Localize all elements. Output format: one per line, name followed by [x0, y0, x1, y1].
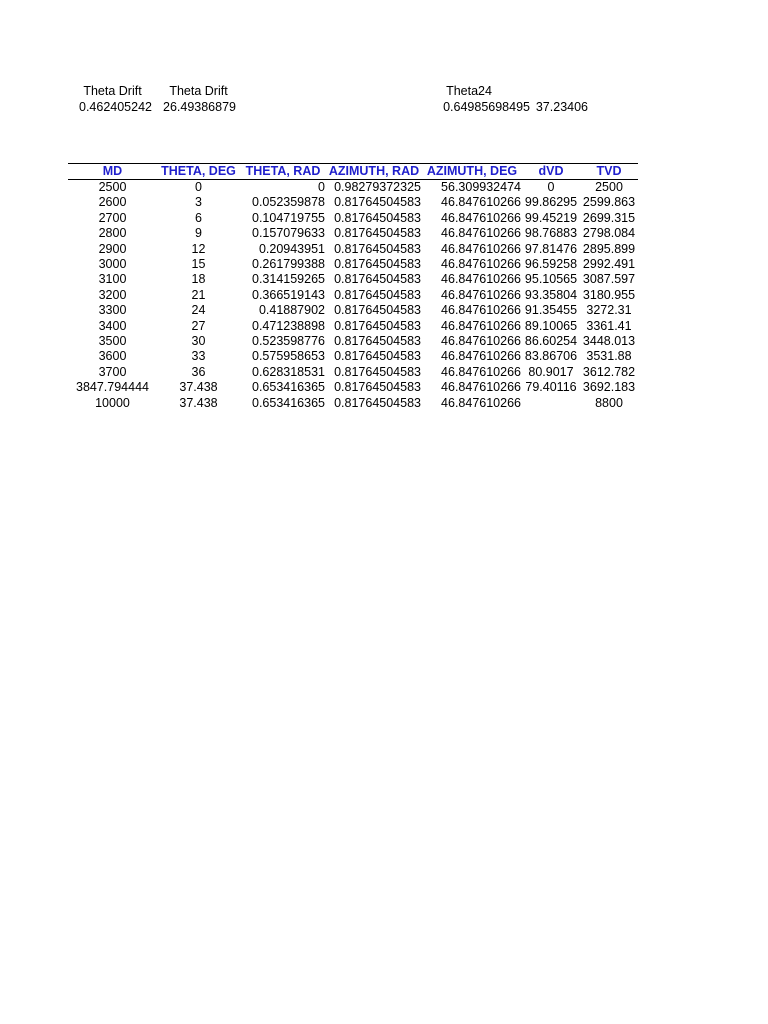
- theta-rad-cell: 0.575958653: [252, 349, 325, 364]
- md-cell: 3847.794444: [76, 380, 149, 395]
- azimuth-deg-cell: 46.847610266: [441, 226, 521, 241]
- table-row: [68, 242, 638, 257]
- theta-deg-cell: 9: [195, 226, 202, 241]
- md-cell: 3000: [98, 257, 127, 272]
- azimuth-rad-cell: 0.81764504583: [334, 210, 421, 225]
- table-row: [68, 195, 638, 210]
- azimuth-deg-cell: 46.847610266: [441, 210, 521, 225]
- md-cell: 2500: [98, 180, 127, 194]
- tvd-cell: 3272.31: [586, 303, 632, 318]
- theta-drift-label-2: Theta Drift: [169, 84, 228, 98]
- tvd-cell: 2500: [595, 180, 623, 194]
- tvd-cell: 3180.955: [582, 287, 636, 302]
- md-cell: 3300: [98, 303, 127, 318]
- azimuth-rad-cell: 0.81764504583: [334, 241, 421, 256]
- azimuth-deg-cell: 46.847610266: [441, 241, 521, 256]
- survey-table-body: [68, 180, 638, 412]
- table-row: [68, 396, 638, 411]
- azimuth-deg-cell: 46.847610266: [441, 287, 521, 302]
- column-header-md: MD: [68, 164, 157, 180]
- column-header-dvd: dVD: [522, 164, 580, 180]
- md-cell: 2800: [98, 226, 127, 241]
- md-cell: 2700: [98, 210, 127, 225]
- dvd-cell: 83.86706: [524, 349, 578, 364]
- theta-drift-value-deg: 26.49386879: [163, 100, 236, 114]
- azimuth-rad-cell: 0.81764504583: [334, 303, 421, 318]
- theta-rad-cell: 0.157079633: [252, 226, 325, 241]
- azimuth-deg-cell: 46.847610266: [441, 364, 521, 379]
- theta-deg-cell: 21: [191, 287, 206, 302]
- theta24-label: Theta24: [446, 84, 492, 98]
- azimuth-deg-cell: 46.847610266: [441, 257, 521, 272]
- tvd-cell: 3448.013: [582, 334, 636, 349]
- theta-rad-cell: 0.366519143: [252, 287, 325, 302]
- azimuth-rad-cell: 0.81764504583: [334, 257, 421, 272]
- azimuth-deg-cell: 46.847610266: [441, 349, 521, 364]
- tvd-cell: 3612.782: [582, 364, 636, 379]
- md-cell: 3700: [98, 364, 127, 379]
- md-cell: 3100: [98, 272, 127, 287]
- table-row: [68, 365, 638, 380]
- theta-drift-value-rad: 0.462405242: [79, 100, 152, 114]
- theta-deg-cell: 15: [191, 257, 206, 272]
- azimuth-deg-cell: 46.847610266: [441, 380, 521, 395]
- theta-deg-cell: 36: [191, 364, 206, 379]
- theta24-value-deg: 37.23406: [535, 100, 588, 114]
- azimuth-rad-cell: 0.81764504583: [334, 272, 421, 287]
- theta-deg-cell: 37.438: [179, 395, 218, 410]
- azimuth-rad-cell: 0.81764504583: [334, 380, 421, 395]
- column-header-theta-rad: THETA, RAD: [240, 164, 326, 180]
- azimuth-deg-cell: 46.847610266: [441, 318, 521, 333]
- azimuth-deg-cell: 46.847610266: [441, 272, 521, 287]
- theta-deg-cell: 27: [191, 318, 206, 333]
- survey-table: [68, 163, 638, 411]
- tvd-cell: 2992.491: [582, 257, 636, 272]
- table-row: [68, 319, 638, 334]
- theta-rad-cell: 0.653416365: [252, 395, 325, 410]
- azimuth-deg-cell: 46.847610266: [441, 303, 521, 318]
- theta-rad-cell: 0: [318, 180, 325, 194]
- header-row: [68, 164, 638, 180]
- azimuth-rad-cell: 0.81764504583: [334, 395, 421, 410]
- tvd-cell: 2699.315: [582, 210, 636, 225]
- azimuth-rad-cell: 0.81764504583: [334, 287, 421, 302]
- table-row: [68, 211, 638, 226]
- dvd-cell: 0: [547, 180, 555, 194]
- tvd-cell: 2599.863: [582, 195, 636, 210]
- survey-table-header: [68, 164, 638, 180]
- tvd-cell: 2895.899: [582, 241, 636, 256]
- theta-deg-cell: 12: [191, 241, 206, 256]
- table-row: [68, 257, 638, 272]
- theta-deg-cell: 37.438: [179, 380, 218, 395]
- tvd-cell: 8800: [595, 395, 623, 410]
- theta-rad-cell: 0.20943951: [258, 241, 325, 256]
- dvd-cell: 86.60254: [524, 334, 578, 349]
- azimuth-rad-cell: 0.81764504583: [334, 226, 421, 241]
- theta-deg-cell: 30: [191, 334, 206, 349]
- theta-deg-cell: 0: [195, 180, 202, 194]
- md-cell: 3400: [98, 318, 127, 333]
- dvd-cell: 95.10565: [524, 272, 578, 287]
- table-row: [68, 334, 638, 349]
- dvd-cell: 99.86295: [524, 195, 578, 210]
- column-header-azimuth-rad: AZIMUTH, RAD: [326, 164, 422, 180]
- theta-rad-cell: 0.523598776: [252, 334, 325, 349]
- azimuth-deg-cell: 46.847610266: [441, 395, 521, 410]
- theta-deg-cell: 18: [191, 272, 206, 287]
- md-cell: 2900: [98, 241, 127, 256]
- azimuth-deg-cell: 46.847610266: [441, 195, 521, 210]
- dvd-cell: 96.59258: [524, 257, 578, 272]
- theta-rad-cell: 0.41887902: [258, 303, 325, 318]
- tvd-cell: 3692.183: [582, 380, 636, 395]
- column-header-theta-deg: THETA, DEG: [157, 164, 240, 180]
- dvd-cell: 80.9017: [528, 364, 574, 379]
- azimuth-rad-cell: 0.81764504583: [334, 364, 421, 379]
- azimuth-rad-cell: 0.98279372325: [334, 180, 421, 194]
- tvd-cell: 3531.88: [586, 349, 632, 364]
- theta-deg-cell: 24: [191, 303, 206, 318]
- azimuth-rad-cell: 0.81764504583: [334, 318, 421, 333]
- azimuth-deg-cell: 56.309932474: [441, 180, 521, 194]
- dvd-cell: 99.45219: [524, 210, 578, 225]
- table-row: [68, 180, 638, 196]
- dvd-cell: [522, 396, 580, 411]
- dvd-cell: 89.10065: [524, 318, 578, 333]
- table-row: [68, 303, 638, 318]
- md-cell: 2600: [98, 195, 127, 210]
- dvd-cell: 98.76883: [524, 226, 578, 241]
- table-row: [68, 288, 638, 303]
- table-row: [68, 226, 638, 241]
- column-header-azimuth-deg: AZIMUTH, DEG: [422, 164, 522, 180]
- md-cell: 3200: [98, 287, 127, 302]
- md-cell: 3600: [98, 349, 127, 364]
- azimuth-deg-cell: 46.847610266: [441, 334, 521, 349]
- theta-rad-cell: 0.653416365: [252, 380, 325, 395]
- dvd-cell: 93.35804: [524, 287, 578, 302]
- dvd-cell: 79.40116: [525, 380, 577, 395]
- theta24-value-rad: 0.64985698495: [443, 100, 530, 114]
- theta-rad-cell: 0.471238898: [252, 318, 325, 333]
- md-cell: 3500: [98, 334, 127, 349]
- tvd-cell: 3361.41: [586, 318, 632, 333]
- azimuth-rad-cell: 0.81764504583: [334, 349, 421, 364]
- md-cell: 10000: [95, 395, 130, 410]
- table-row: [68, 380, 638, 395]
- tvd-cell: 2798.084: [582, 226, 636, 241]
- tvd-cell: 3087.597: [582, 272, 636, 287]
- theta-rad-cell: 0.261799388: [252, 257, 325, 272]
- table-row: [68, 272, 638, 287]
- theta-rad-cell: 0.104719755: [252, 210, 325, 225]
- theta-deg-cell: 3: [195, 195, 202, 210]
- theta-deg-cell: 6: [195, 210, 202, 225]
- table-row: [68, 349, 638, 364]
- dvd-cell: 91.35455: [524, 303, 578, 318]
- theta-drift-label-1: Theta Drift: [83, 84, 142, 98]
- theta-rad-cell: 0.052359878: [252, 195, 325, 210]
- theta-rad-cell: 0.314159265: [252, 272, 325, 287]
- dvd-cell: 97.81476: [524, 241, 578, 256]
- azimuth-rad-cell: 0.81764504583: [334, 195, 421, 210]
- theta-rad-cell: 0.628318531: [252, 364, 325, 379]
- column-header-tvd: TVD: [580, 164, 638, 180]
- theta-deg-cell: 33: [191, 349, 206, 364]
- azimuth-rad-cell: 0.81764504583: [334, 334, 421, 349]
